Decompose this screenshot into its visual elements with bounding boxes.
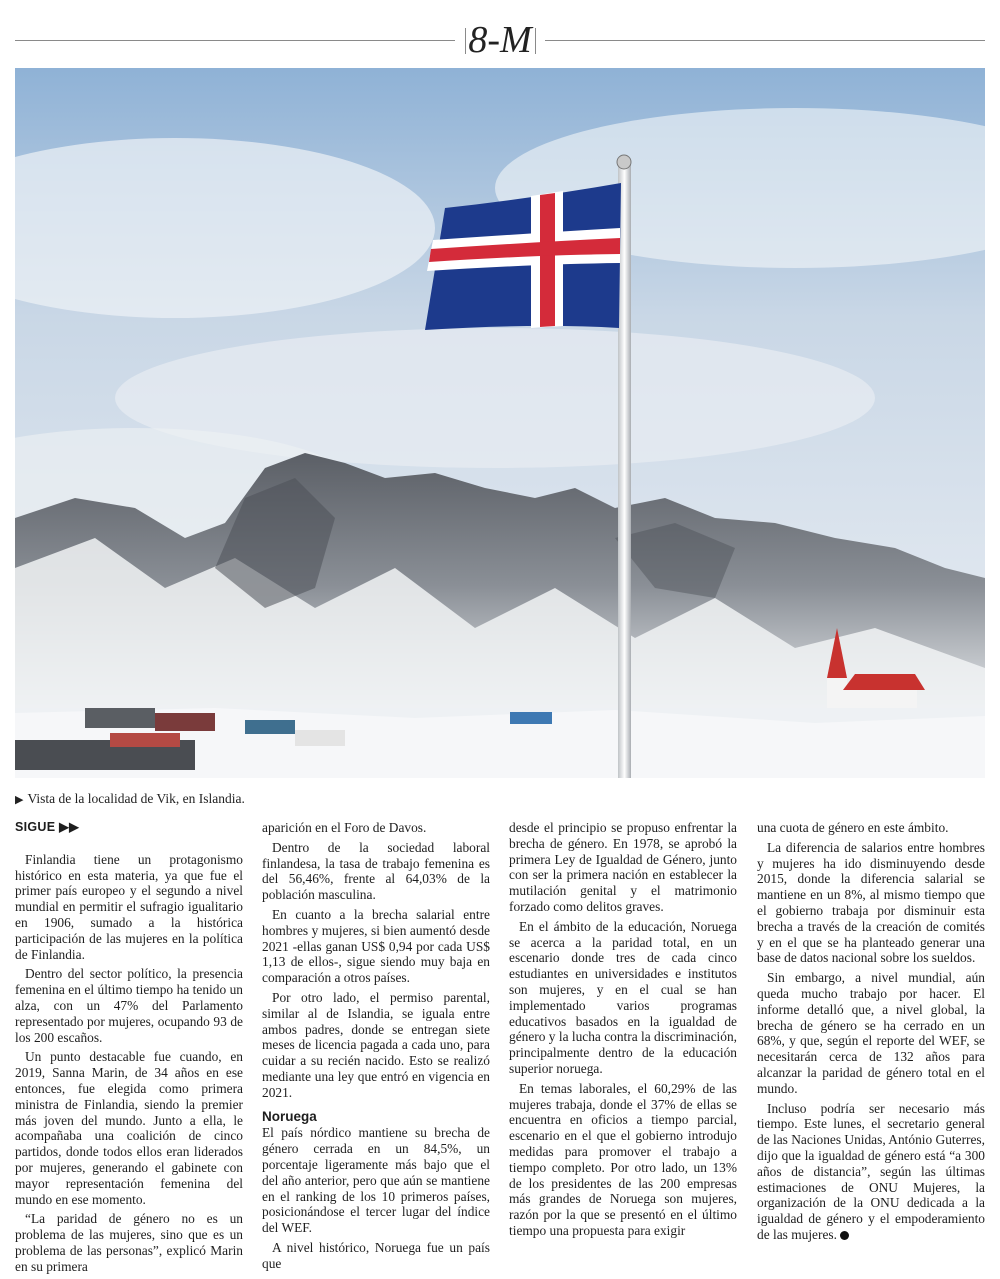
section-title: 8-M xyxy=(468,19,532,61)
paragraph-text: Incluso podría ser necesario más tiempo. Este lunes, el secretario general de las Naciones Unidas, António Guterres, dijo que la igualdad de género está “a 300 años de distancia”, según las últimas estimaciones de ONU Mujeres, la organización de la ONU dedicada a la igualdad de género y el empoderamiento de las mujeres. xyxy=(757,1100,985,1242)
article-column-4 xyxy=(757,820,985,1247)
paragraph: El país nórdico mantiene su brecha de género cerrada en un 84,5%, un porcentaje ligeramente más bajo que el del año anterior, pero que aún se mantiene en el ranking de los 10 primeros países, posicionándose el tercer lugar del índice del WEF. xyxy=(262,1125,490,1236)
paragraph: Un punto destacable fue cuando, en 2019, Sanna Marin, de 34 años en ese entonces, fue elegida como primera ministra de Finlandia, siendo la premier más joven del mundo. Junto a ella, le acompañaba una coalición de cinco partidos, donde todos ellos eran liderados por mujeres, generando el gabinete con mayor representación femenina del mundo en ese momento. xyxy=(15,1049,243,1207)
paragraph: Sin embargo, a nivel mundial, aún queda mucho trabajo por hacer. El informe detalló que, a nivel global, la brecha de género se ha cerrado en un 68%, y que, según el reporte del WEF, se necesitarán cerca de 132 años para alcanzar la paridad de género total en el mundo. xyxy=(757,970,985,1096)
paragraph: En temas laborales, el 60,29% de las mujeres trabaja, donde el 37% de ellas se encuentra en oficios a tiempo parcial, escenario en el que el gobierno introdujo medidas para promover el trabajo a tiempo completo. Por otro lado, un 13% de los presidentes de las 200 empresas más grandes de Noruega son mujeres, razón por la que se presentó en el último tiempo una propuesta para exigir xyxy=(509,1080,737,1238)
paragraph: En el ámbito de la educación, Noruega se acerca a la paridad total, en un escenario donde tres de cada cinco estudiantes en universidades e institutos son mujeres, y en el cual se han implementado varios programas educativos basados en la igualdad de género y la lucha contra la discriminación, principalmente dentro de la educación superior noruega. xyxy=(509,918,737,1076)
article-column-2 xyxy=(262,820,490,1276)
paragraph: La diferencia de salarios entre hombres y mujeres ha ido disminuyendo desde 2015, donde la diferencia salarial se mantiene en un 8%, al mismo tiempo que el gobierno trabaja por disminuir esta brecha a través de la creación de comités y en el que se ha planteado generar una base de datos nacional sobre los sueldos. xyxy=(757,839,985,966)
header-rule-right xyxy=(545,40,985,41)
caption-arrow-icon: ▶ xyxy=(15,794,24,806)
header-tick-right xyxy=(535,28,536,54)
paragraph: desde el principio se propuso enfrentar la brecha de género. En 1978, se aprobó la primera Ley de Igualdad de Género, junto con ser la primera nación en establecer la mutilación genital y el matrimonio forzado como delitos graves. xyxy=(509,820,737,914)
end-mark-icon xyxy=(840,1231,849,1240)
paragraph: Dentro del sector político, la presencia femenina en el último tiempo ha tenido un alza, con un 47% del Parlamento representado por mujeres, ocupando 93 de los 200 escaños. xyxy=(15,966,243,1045)
paragraph: Finlandia tiene un protagonismo histórico en esta materia, ya que fue el primer país europeo y el segundo a nivel mundial en permitir el sufragio igualitario en 1906, sumado a la histórica participación de las mujeres en la política de Finlandia. xyxy=(15,851,243,962)
subheading-noruega: Noruega xyxy=(262,1108,317,1124)
vik-iceland-photo xyxy=(15,68,985,778)
photo-caption xyxy=(15,791,245,807)
paragraph: “La paridad de género no es un problema de las mujeres, sino que es un problema de las personas”, explicó Marin en su primera xyxy=(15,1211,243,1274)
paragraph: aparición en el Foro de Davos. xyxy=(262,820,427,835)
caption-text: Vista de la localidad de Vik, en Islandia. xyxy=(27,791,245,806)
paragraph: una cuota de género en este ámbito. xyxy=(757,820,949,835)
header-rule-left xyxy=(15,40,455,41)
article-column-1 xyxy=(15,820,243,1279)
section-header xyxy=(15,18,985,62)
continued-kicker: SIGUE ▶▶ xyxy=(15,820,79,834)
article-column-3 xyxy=(509,820,737,1243)
paragraph: En cuanto a la brecha salarial entre hombres y mujeres, si bien aumentó desde 2021 -ellas ganan US$ 0,94 por cada US$ 1,13 de ellos-, sigue siendo muy baja en comparación a otros países. xyxy=(262,906,490,986)
paragraph: A nivel histórico, Noruega fue un país que xyxy=(262,1239,490,1271)
paragraph: Por otro lado, el permiso parental, similar al de Islandia, se iguala entre ambos padres, donde se entregan siete meses de licencia pagada a cada uno, para cuidar a su recién nacido. Esto se realizó mediante una ley que entró en vigencia en 2021. xyxy=(262,989,490,1100)
paragraph-final xyxy=(757,1101,985,1243)
paragraph: Dentro de la sociedad laboral finlandesa, la tasa de trabajo femenina es del 56,46%, frente al 64,03% de la población masculina. xyxy=(262,839,490,903)
